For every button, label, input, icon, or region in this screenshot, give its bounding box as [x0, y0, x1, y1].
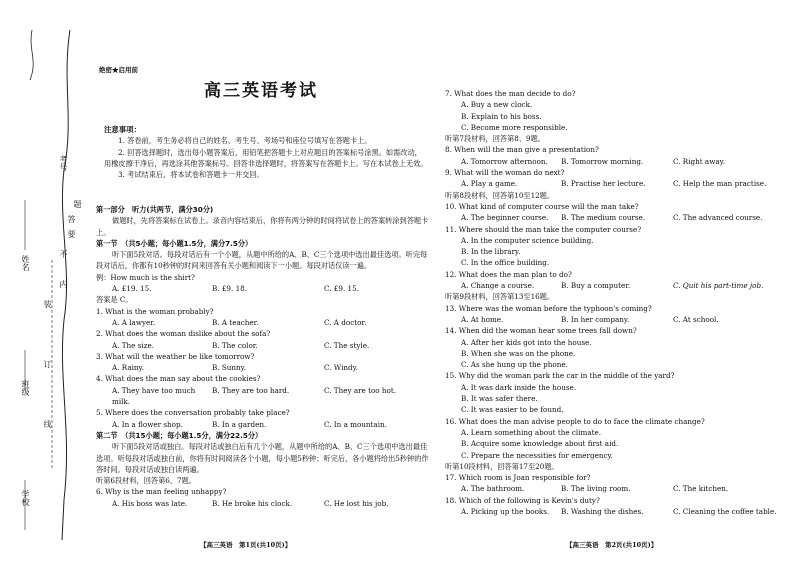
question: 7. What does the man decide to do? [445, 89, 576, 98]
part-instructions: 做题时，先将答案标在试卷上。录音内容结束后，你将有两分钟的时间将试卷上的答案转涂到答题卡上。 [96, 216, 429, 237]
question-options [445, 156, 785, 167]
option: C. It was easier to be found. [461, 405, 564, 415]
question: 6. Why is the man feeling unhappy? [96, 487, 227, 497]
question: 4. What does the man say about the cookies? [96, 374, 261, 384]
question: 5. Where does the conversation probably take place? [96, 408, 290, 418]
note-item: 1. 答卷前，考生务必将自己的姓名、考生号、考场号和座位号填写在答题卡上。 [118, 136, 372, 146]
option: B. Practise her lecture. [561, 179, 646, 189]
option: A. A lawyer. [112, 317, 156, 327]
option: B. Explain to his boss. [461, 111, 542, 121]
option: C. At school. [673, 314, 719, 324]
school-label: 学校 [21, 490, 30, 506]
option: A. The beginner course. [461, 213, 549, 223]
option: C. He lost his job. [324, 498, 389, 508]
option: C. Become more responsible. [461, 122, 568, 132]
question: 10. What kind of computer course will the man take? [445, 201, 639, 211]
question: 14. When did the woman hear some trees fall down? [445, 326, 637, 336]
option: C. As she hung up the phone. [461, 360, 568, 370]
question: 8. When will the man give a presentation? [445, 145, 599, 155]
example-answer: 答案是 C。 [96, 295, 133, 305]
option: A. Rainy. [112, 363, 144, 373]
note-item: 2. 回答选择题时，选出每小题答案后，用铅笔把答题卡上对应题目的答案标号涂黑。如需改动，用橡皮擦干净后，再选涂其他答案标号。回答非选择题时，将答案写在答题卡上。写在本试卷上无效。 [104, 147, 428, 168]
question: 11. Where should the man take the computer course? [445, 224, 642, 234]
option: C. Help the man practise. [673, 179, 767, 189]
option: A. Buy a new clock. [461, 100, 533, 110]
option: B. It was safer there. [461, 394, 538, 404]
question-options [96, 419, 431, 430]
part-heading: 第一部分 听力(共两节，满分30分) [96, 205, 214, 214]
option: B. A teacher. [212, 317, 259, 327]
option: C. The style. [324, 340, 370, 350]
option: C. A doctor. [324, 317, 367, 327]
question-options [96, 385, 431, 408]
option: A. In a flower shop. [112, 419, 183, 429]
option: A. Learn something about the climate. [461, 427, 602, 437]
material-note: 听第10段材料，回答第17至20题。 [445, 461, 559, 471]
option: A. The bathroom. [461, 484, 525, 494]
option: B. When she was on the phone. [461, 348, 576, 358]
section-heading: 第一节 （共5小题；每小题1.5分，满分7.5分） [96, 238, 253, 248]
exam-title: 高三英语考试 [204, 81, 318, 101]
option: C. The kitchen. [673, 484, 729, 494]
name-label: 姓名 [21, 255, 30, 271]
binding-char-zhuang: 装 [43, 300, 52, 308]
question: 12. What does the man plan to do? [445, 269, 572, 279]
option: C. Prepare the necessities for emergency. [461, 450, 613, 460]
option: A. After her kids got into the house. [461, 337, 592, 347]
option: A. In the computer science building. [461, 235, 594, 245]
option: B. Washing the dishes. [561, 506, 644, 516]
binding-char-ding: 订 [43, 360, 52, 368]
question: 13. Where was the woman before the typhoon's coming? [445, 303, 652, 313]
option: C. Quit his part-time job. [673, 281, 764, 291]
material-note: 听第6段材料，回答第6、7题。 [96, 476, 196, 486]
question: 3. What will the weather be like tomorrow? [96, 351, 255, 361]
option: C. In the office building. [461, 258, 550, 268]
option: B. £9. 18. [212, 284, 247, 294]
option: A. The size. [112, 340, 155, 350]
class-label: 班级 [21, 380, 30, 396]
page-two [445, 88, 785, 558]
question: 2. What does the woman dislike about the sofa? [96, 329, 271, 339]
question-options [96, 362, 431, 373]
question-options [445, 506, 785, 517]
option: B. The living room. [561, 484, 631, 494]
binding-char-ti: 题 [73, 200, 82, 208]
page-two-footer: 【高三英语 第2页(共10页)】 [566, 541, 658, 549]
option: A. Change a course. [461, 281, 535, 291]
example-options [96, 283, 431, 294]
binding-char-yao: 要 [67, 230, 76, 238]
page-one-footer: 【高三英语 第1页(共10页)】 [200, 541, 292, 549]
section-instructions: 听下面5段对话。每段对话后有一个小题，从题中所给的A、B、C三个选项中选出最佳选项。听完每段对话后，你都有10秒钟的时间来回答有关小题和阅读下一小题。每段对话仅读一遍。 [96, 250, 428, 271]
note-item: 3. 考试结束后，将本试卷和答题卡一并交回。 [118, 170, 264, 180]
material-note: 听第8段材料，回答第10至12题。 [445, 190, 555, 200]
option: C. Windy. [324, 363, 358, 373]
option: B. In the library. [461, 247, 521, 257]
option: A. They have too much milk. [112, 385, 196, 407]
question: 17. Which room is Joan responsible for? [445, 473, 591, 483]
question: 9. What will the woman do next? [445, 168, 565, 178]
notes-section [104, 124, 429, 180]
option: C. £9. 15. [324, 284, 359, 294]
option: B. He broke his clock. [212, 498, 293, 508]
confidential-tag: 绝密★启用前 [99, 66, 138, 74]
material-note: 听第9段材料，回答第13至16题。 [445, 292, 555, 302]
question-options [445, 178, 785, 189]
option: B. The color. [212, 340, 258, 350]
question: 1. What is the woman probably? [96, 306, 214, 316]
binding-char-nei: 内 [59, 280, 68, 288]
question: 15. Why did the woman park the car in the middle of the yard? [445, 371, 675, 381]
option: B. Tomorrow morning. [561, 156, 644, 166]
option: B. The medium course. [561, 213, 646, 223]
question-options [96, 317, 431, 328]
option: A. Tomorrow afternoon. [461, 156, 548, 166]
binding-char-xian: 线 [43, 420, 52, 428]
example-question: 例：How much is the shirt? [96, 272, 195, 282]
question-options [445, 483, 785, 494]
option: A. £19. 15. [112, 284, 152, 294]
option: A. At home. [461, 314, 504, 324]
section-heading: 第二节 （共15小题；每小题1.5分，满分22.5分） [96, 430, 263, 440]
option: B. Sunny. [212, 363, 247, 373]
binding-line-graphic [0, 0, 86, 561]
section-instructions: 听下面5段对话或独白。每段对话或独白后有几个小题，从题中所给的A、B、C三个选项中选出最佳选项。听每段对话或独白前，你将有时间阅读各个小题，每小题5秒钟；听完后，各小题将给出5秒钟的作答时间。每段对话或独白读两遍。 [96, 442, 429, 474]
question-options [445, 314, 785, 325]
option: B. In her company. [561, 314, 630, 324]
material-note: 听第7段材料，回答第8、9题。 [445, 134, 545, 144]
question-options [445, 212, 785, 223]
listening-section [96, 204, 431, 509]
option: B. In a garden. [212, 419, 267, 429]
option: C. They are too hot. [324, 385, 397, 395]
option: B. They are too hard. [212, 385, 290, 395]
option: B. Acquire some knowledge about first aid. [461, 439, 619, 449]
option: A. It was dark inside the house. [461, 382, 577, 392]
option: A. Picking up the books. [461, 506, 550, 516]
option: B. Buy a computer. [561, 281, 631, 291]
question: 18. Which of the following is Kevin's duty? [445, 495, 600, 505]
option: C. Right away. [673, 156, 726, 166]
binding-char-da: 答 [67, 215, 76, 223]
question-options [445, 280, 785, 291]
question-options [96, 340, 431, 351]
exam-number-label: 考号 [59, 155, 68, 171]
option: C. Cleaning the coffee table. [673, 506, 777, 516]
option: C. In a mountain. [324, 419, 387, 429]
question: 16. What does the man advise people to do to face the climate change? [445, 416, 705, 426]
option: A. His boss was late. [112, 498, 188, 508]
page-one [96, 62, 436, 552]
binding-strip [0, 0, 86, 561]
option: C. The advanced course. [673, 213, 763, 223]
binding-char-bu: 不 [59, 250, 68, 258]
notes-heading: 注意事项： [104, 125, 141, 134]
question-options [96, 498, 431, 509]
option: A. Play a game. [461, 179, 518, 189]
